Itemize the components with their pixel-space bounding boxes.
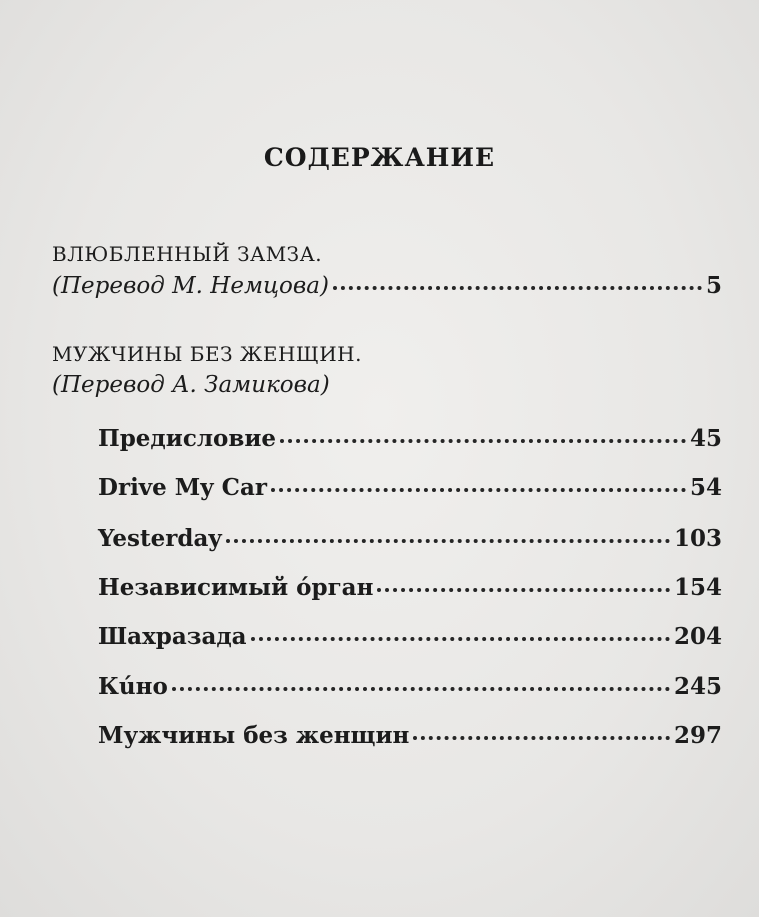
- section-heading-zamza: ВЛЮБЛЕННЫЙ ЗАМЗА.: [52, 242, 323, 266]
- toc-page-number: 103: [673, 525, 722, 552]
- toc-entry[interactable]: [98, 673, 722, 700]
- section-translator-men-without-women: [52, 372, 330, 398]
- contents-title: СОДЕРЖАНИЕ: [263, 143, 496, 172]
- leader-dots: [172, 687, 670, 691]
- leader-dots: [333, 286, 702, 290]
- toc-page-number: 5: [705, 272, 722, 299]
- toc-entry[interactable]: [98, 425, 722, 452]
- toc-entry[interactable]: [98, 722, 722, 749]
- toc-entry-label: Drive My Car: [98, 474, 267, 501]
- toc-entry-label: Предисловие: [98, 425, 277, 452]
- toc-entry-zamza[interactable]: [52, 272, 722, 299]
- toc-page-number: 297: [673, 722, 722, 749]
- leader-dots: [280, 439, 686, 443]
- toc-entry-label: Кúно: [98, 673, 168, 700]
- leader-dots: [251, 637, 670, 641]
- toc-entry[interactable]: [98, 623, 722, 650]
- leader-dots: [226, 539, 670, 543]
- toc-page-number: 154: [673, 574, 722, 601]
- toc-entry[interactable]: [98, 525, 722, 552]
- toc-entry-translator: (Перевод А. Замикова): [52, 372, 330, 398]
- toc-page-number: 245: [673, 673, 722, 700]
- toc-entry[interactable]: [98, 574, 722, 601]
- toc-entry-label: Независимый óрган: [98, 574, 374, 601]
- toc-entry-label: Шахразада: [98, 623, 247, 650]
- toc-entry-label: Мужчины без женщин: [98, 722, 410, 749]
- toc-entry-label: Yesterday: [98, 525, 222, 552]
- leader-dots: [271, 488, 686, 492]
- section-heading-men-without-women: МУЖЧИНЫ БЕЗ ЖЕНЩИН.: [52, 342, 362, 366]
- toc-page-number: 45: [689, 425, 722, 452]
- toc-page-number: 204: [673, 623, 722, 650]
- leader-dots: [413, 736, 670, 740]
- toc-entry[interactable]: [98, 474, 722, 501]
- toc-entry-translator: (Перевод М. Немцова): [52, 273, 329, 299]
- leader-dots: [377, 588, 670, 592]
- toc-page-number: 54: [689, 474, 722, 501]
